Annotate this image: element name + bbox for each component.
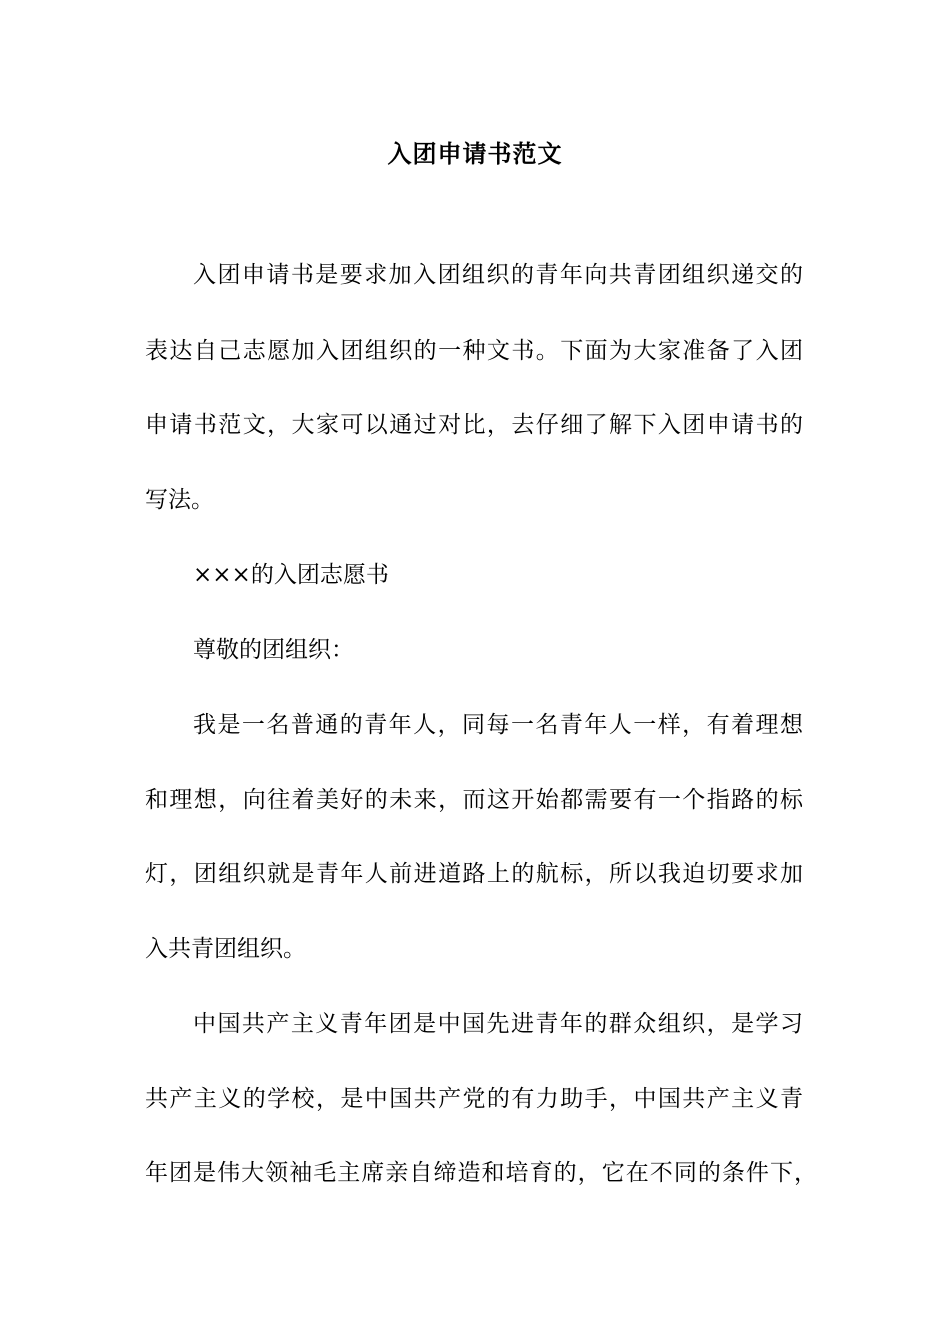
letter-heading: ×××的入团志愿书 bbox=[193, 562, 389, 588]
paragraph-line: 共产主义的学校，是中国共产党的有力助手，中国共产主义青 bbox=[145, 1086, 803, 1112]
paragraph-line: 年团是伟大领袖毛主席亲自缔造和培育的，它在不同的条件下， bbox=[145, 1160, 817, 1186]
paragraph-line: 灯，团组织就是青年人前进道路上的航标，所以我迫切要求加 bbox=[145, 861, 803, 887]
paragraph-line: 入团申请书是要求加入团组织的青年向共青团组织递交的 bbox=[193, 262, 803, 288]
paragraph-line: 入共青团组织。 bbox=[145, 936, 306, 962]
paragraph-line: 写法。 bbox=[145, 487, 214, 513]
salutation: 尊敬的团组织： bbox=[193, 637, 354, 663]
paragraph-line: 申请书范文，大家可以通过对比，去仔细了解下入团申请书的 bbox=[145, 412, 803, 438]
paragraph-line: 我是一名普通的青年人，同每一名青年人一样，有着理想 bbox=[193, 712, 803, 738]
paragraph-line: 和理想，向往着美好的未来，而这开始都需要有一个指路的标 bbox=[145, 787, 803, 813]
paragraph-line: 表达自己志愿加入团组织的一种文书。下面为大家准备了入团 bbox=[145, 338, 803, 364]
paragraph-line: 中国共产主义青年团是中国先进青年的群众组织，是学习 bbox=[193, 1011, 803, 1037]
document-title: 入团申请书范文 bbox=[387, 139, 563, 168]
